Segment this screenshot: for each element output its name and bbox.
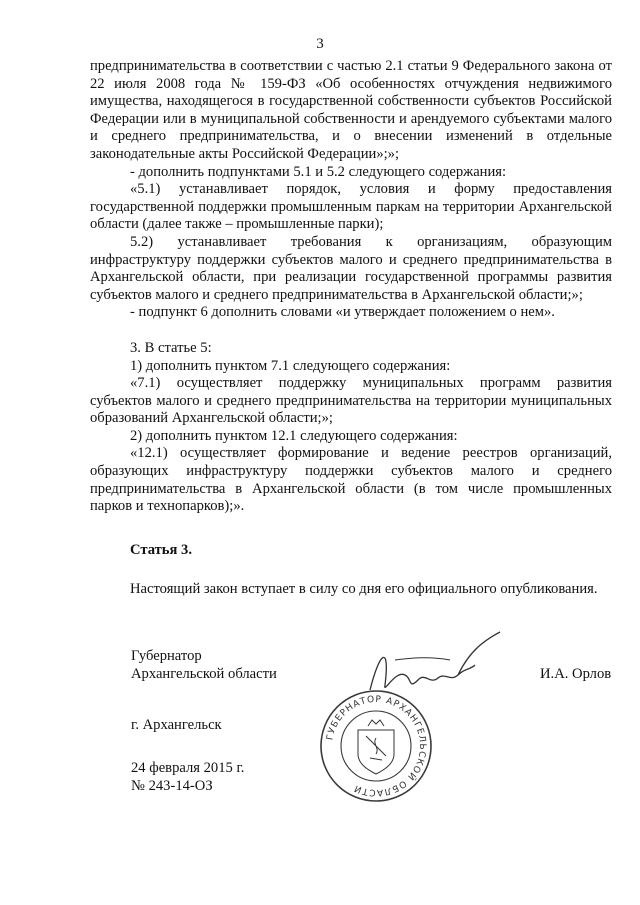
paragraph: 1) дополнить пунктом 7.1 следующего содержания: — [130, 357, 451, 374]
paragraph: «12.1) осуществляет формирование и ведение реестров организаций, образующих инфраструктуру поддержки субъектов малого и среднего предпринимательства в Архангельской области (в том числе промышленных парков и технопарков);». — [90, 445, 612, 515]
signatory-name: И.А. Орлов — [540, 666, 612, 682]
paragraph: 5.2) устанавливает требования к организациям, образующим инфраструктуру поддержки субъектов малого и среднего предпринимательства в Архангельской области, при реализации государственной программы развития субъектов малого и среднего предпринимательства в Архангельской области;»; — [90, 233, 612, 303]
seal-text: ГУБЕРНАТОР АРХАНГЕЛЬСКОЙ ОБЛАСТИ — [325, 694, 428, 798]
date: 24 февраля 2015 г. — [131, 760, 245, 776]
paragraph: предпринимательства в соответствии с частью 2.1 статьи 9 Федерального закона от 22 июля 2008 года № 159-ФЗ «Об особенностях отчуждения недвижимого имущества, находящегося в государственной собственности субъектов Российской Федерации или в муниципальной собственности и арендуемого субъектами малого и среднего предпринимательства, и о внесении изменений в отдельные законодательные акты Российской Федерации»;»; — [90, 58, 612, 162]
coat-of-arms-icon — [358, 720, 394, 774]
paragraph: 2) дополнить пунктом 12.1 следующего содержания: — [130, 427, 458, 444]
paragraph: - подпункт 6 дополнить словами «и утверждает положением о нем». — [130, 304, 555, 321]
paragraph: «7.1) осуществляет поддержку муниципальных программ развития субъектов малого и среднего предпринимательства на территории муниципальных образований Архангельской области;»; — [90, 375, 612, 427]
signatory-title-line: Губернатор — [131, 648, 202, 664]
official-seal — [318, 688, 434, 804]
document-body — [90, 58, 612, 599]
article-heading: Статья 3. — [130, 541, 192, 558]
date-number-block — [131, 760, 244, 795]
paragraph: «5.1) устанавливает порядок, условия и форму предоставления государственной поддержки промышленным паркам на территории Архангельской области (далее также – промышленные парки); — [90, 181, 612, 233]
page-number: 3 — [316, 36, 324, 52]
signatory-title-line: Архангельской области — [131, 665, 277, 682]
law-number: № 243-14-ОЗ — [131, 777, 213, 794]
paragraph: 3. В статье 5: — [130, 339, 212, 356]
paragraph: - дополнить подпунктами 5.1 и 5.2 следующего содержания: — [130, 163, 507, 180]
paragraph: Настоящий закон вступает в силу со дня его официального опубликования. — [130, 581, 598, 598]
signatory-title — [131, 648, 277, 683]
city: г. Архангельск — [131, 717, 222, 733]
